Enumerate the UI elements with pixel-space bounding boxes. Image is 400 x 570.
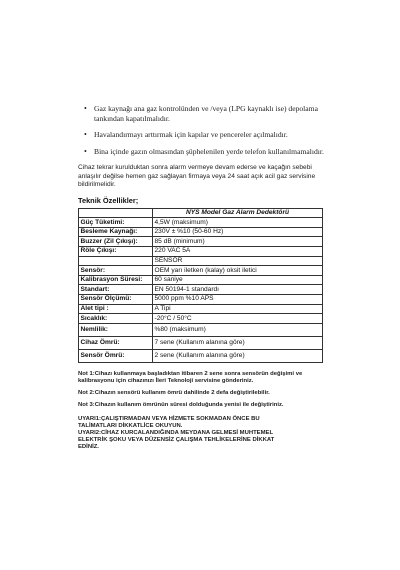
spec-value: 5000 ppm %10 APS (153, 294, 323, 304)
spec-value: 220 VAC 5A (153, 246, 323, 256)
spec-value: 7 sene (Kullanım alanına göre) (153, 336, 323, 349)
spec-label: Standart: (79, 285, 153, 295)
spec-value: 60 saniye (153, 275, 323, 285)
spec-value: 2 sene (Kullanım alanına göre) (153, 349, 323, 362)
spec-value: %80 (maksimum) (153, 323, 323, 336)
table-cell (79, 208, 153, 218)
table-row (79, 336, 323, 349)
table-row (79, 246, 323, 256)
table-header-cell: NYS Model Gaz Alarm Dedektörü (153, 208, 323, 218)
spec-label: Sensör: (79, 266, 153, 276)
spec-value: 4,5W (maksimum) (153, 218, 323, 228)
safety-bullet-list (78, 104, 328, 156)
table-row (79, 349, 323, 362)
table-row (79, 218, 323, 228)
note-1: Not 1:Cihazı kullanmaya başladıktan itibaren 2 sene sonra sensörün değişimi ve kalibrasyonu için cihazınızı İleri Teknoloji servisine gönderiniz. (78, 370, 303, 384)
spec-section-value: SENSÖR (153, 256, 323, 266)
spec-value: 85 dB (minimum) (153, 237, 323, 247)
table-row (79, 256, 323, 266)
warning-line: UYARI1:ÇALIŞTIRMADAN VEYA HİZMETE SOKMADAN ÖNCE BU (78, 415, 260, 422)
spec-label: Röle Çıkışı: (79, 246, 153, 256)
bullet-item: • Gaz kaynağı ana gaz kontrolünden ve /veya (LPG kaynaklı ise) depolama tankından kapatılmalıdır. (84, 104, 318, 123)
table-row (79, 227, 323, 237)
table-row (79, 323, 323, 336)
spec-table (78, 208, 323, 363)
warning-line: EDİNİZ. (78, 443, 99, 450)
warning-paragraph: Cihaz tekrar kurulduktan sonra alarm vermeye devam ederse ve kaçağın sebebi anlaşılır değilse hemen gaz sağlayan firmaya veya 24 saat açık acil gaz servisine bildirilmelidir. (78, 164, 316, 189)
spec-label: Cihaz Ömrü: (79, 336, 153, 349)
warnings-block (78, 416, 328, 451)
warning-line: UYARI2:CİHAZ KURCALANDIĞINDA MEYDANA GELMESİ MUHTEMEL (78, 429, 274, 436)
bullet-dot-icon: • (84, 130, 87, 140)
spec-label: Güç Tüketimi: (79, 218, 153, 228)
spec-label: Sıcaklık: (79, 314, 153, 324)
spec-value: -20°C / 50°C (153, 314, 323, 324)
spec-value: 230V ± %10 (50-60 Hz) (153, 227, 323, 237)
spec-value: OEM yarı iletken (kalay) oksit iletici (153, 266, 323, 276)
bullet-item: • Bina içinde gazın olmasından şüphelenilen yerde telefon kullanılmamalıdır. (84, 146, 324, 156)
bullet-dot-icon: • (84, 104, 87, 113)
spec-value: A Tipi (153, 304, 323, 314)
tech-specs-title: Teknik Özellikler; (78, 195, 139, 205)
spec-label: Sensör Ömrü: (79, 349, 153, 362)
table-row (79, 314, 323, 324)
spec-label: Besleme Kaynağı: (79, 227, 153, 237)
document-page (78, 104, 328, 451)
bullet-item: • Havalandırmayı arttırmak için kapılar ve pencereler açılmalıdır. (84, 130, 288, 140)
spec-label: Nemlilik: (79, 323, 153, 336)
table-row (79, 294, 323, 304)
note-3: Not 3:Cihazın kullanım ömrünün süresi dolduğunda yenisi ile değiştiriniz. (78, 402, 284, 409)
table-row (79, 237, 323, 247)
table-row (79, 285, 323, 295)
table-row (79, 266, 323, 276)
table-row (79, 304, 323, 314)
spec-value: EN 50194-1 standardı (153, 285, 323, 295)
warning-line: ELEKTRİK ŞOKU VEYA DÜZENSİZ ÇALIŞMA TEHLİKELERİNE DİKKAT (78, 436, 275, 443)
spec-label: Alet tipi : (79, 304, 153, 314)
table-row (79, 275, 323, 285)
spec-label: Kalibrasyon Süresi: (79, 275, 153, 285)
spec-label: Buzzer (Zil Çıkışı): (79, 237, 153, 247)
notes-section (78, 371, 328, 410)
spec-label (79, 256, 153, 266)
table-header-row (79, 208, 323, 218)
bullet-dot-icon: • (84, 146, 87, 156)
note-2: Not 2:Cihazın sensörü kullanım ömrü dahilinde 2 defa değiştirilebilir. (78, 390, 270, 397)
warning-line: TALİMATLARI DİKKATLİCE OKUYUN. (78, 422, 183, 429)
spec-label: Sensör Ölçümü: (79, 294, 153, 304)
